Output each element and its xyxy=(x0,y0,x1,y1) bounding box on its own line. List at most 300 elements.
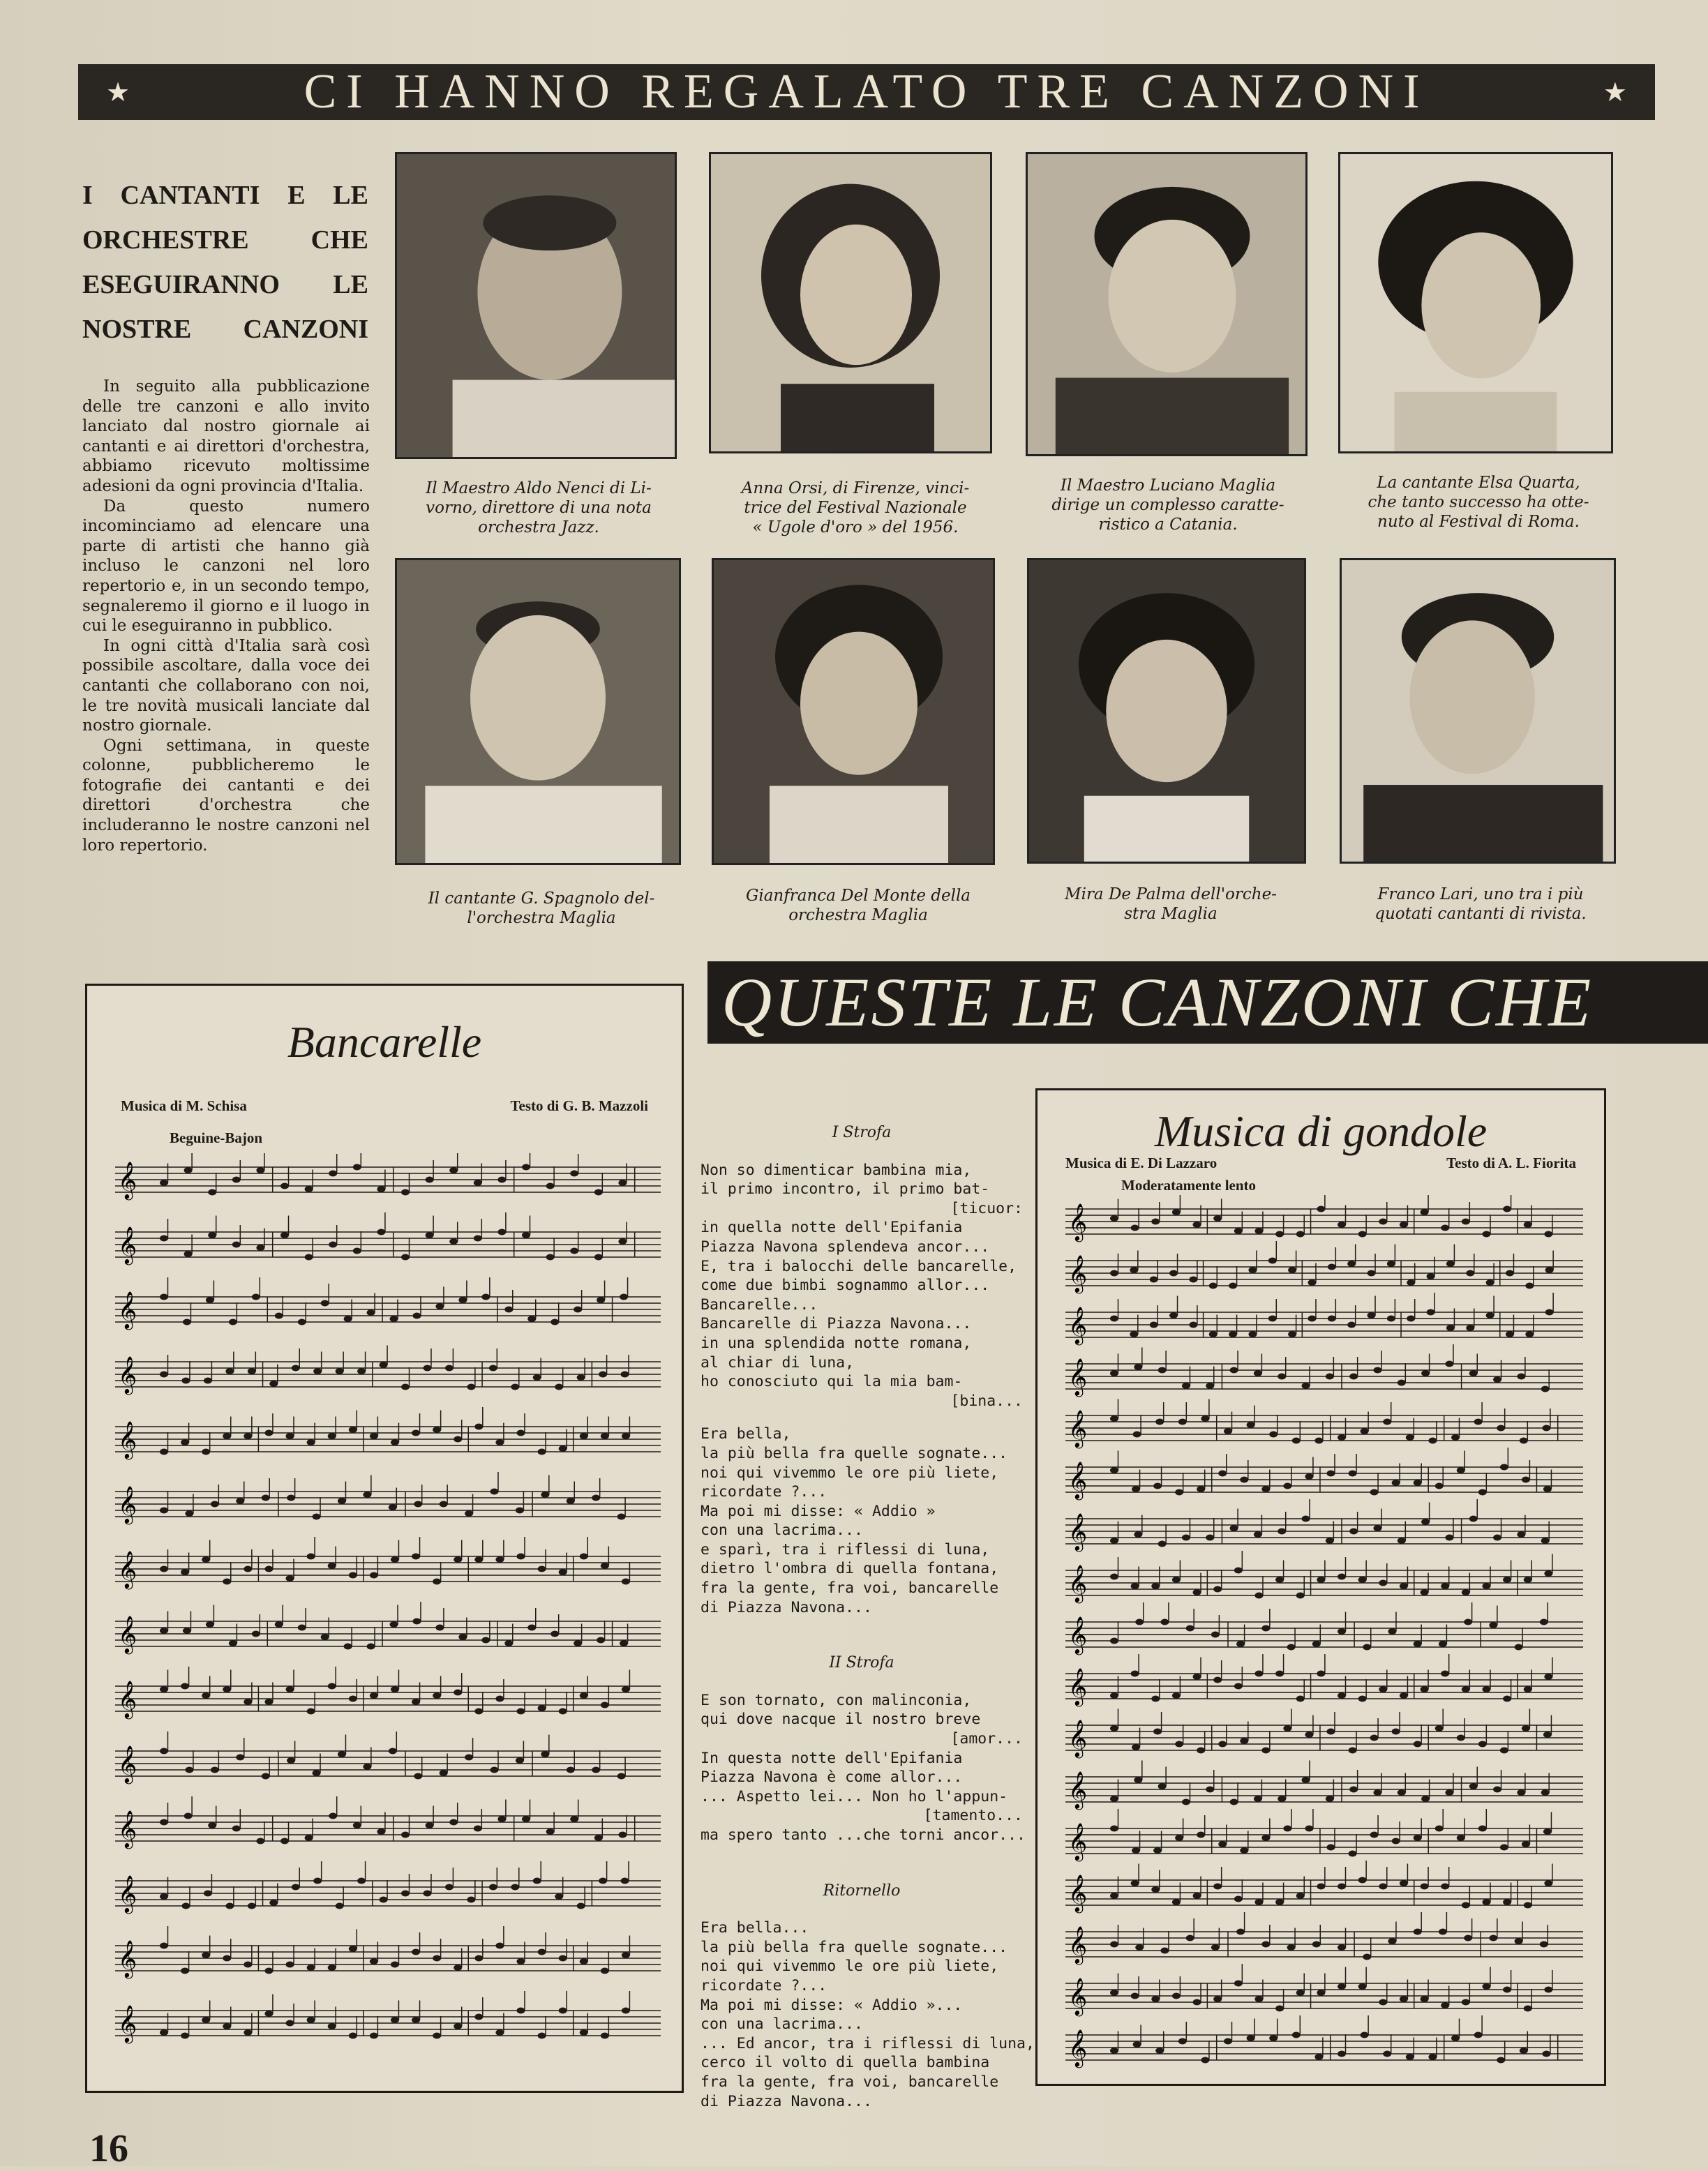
staff xyxy=(115,1991,661,2043)
note-head xyxy=(1172,1577,1181,1583)
note-head xyxy=(1201,1415,1209,1422)
note-head xyxy=(380,1897,388,1903)
note-head xyxy=(287,1757,295,1764)
note-head xyxy=(1347,1322,1356,1328)
note-head xyxy=(1400,1692,1408,1699)
note-head xyxy=(1240,1477,1248,1483)
note-head xyxy=(1520,1438,1528,1444)
note-head xyxy=(1414,1741,1422,1748)
note-head xyxy=(1361,2032,1369,2038)
note-head xyxy=(1131,1880,1139,1886)
note-head xyxy=(1248,1331,1257,1337)
note-head xyxy=(1474,2032,1483,2038)
note-head xyxy=(328,1433,336,1439)
treble-clef-icon: 𝄞 xyxy=(1068,1667,1088,1705)
note-head xyxy=(597,1637,605,1644)
note-head xyxy=(353,1164,361,1171)
note-head xyxy=(594,1189,603,1196)
note-head xyxy=(1478,1826,1487,1832)
note-head xyxy=(1213,1215,1222,1222)
note-head xyxy=(511,1384,519,1390)
note-head xyxy=(1296,1893,1305,1899)
note-head xyxy=(594,1835,603,1841)
note-head xyxy=(1517,1531,1525,1538)
intro-heading-line: NOSTRE CANZONI xyxy=(82,315,368,344)
note-head xyxy=(256,1245,264,1251)
note-head xyxy=(328,2023,336,2029)
note-head xyxy=(449,1819,458,1826)
lyrics-line: Bancarelle... xyxy=(701,1295,818,1314)
note-head xyxy=(211,1767,219,1773)
staff xyxy=(1065,1809,1583,1861)
lyrics-line: ricordate ?... xyxy=(701,1483,827,1501)
note-head xyxy=(1457,1735,1465,1741)
staff xyxy=(115,1277,661,1330)
top-banner xyxy=(78,64,1655,120)
note-head xyxy=(1261,1748,1270,1754)
intro-body xyxy=(82,377,370,855)
treble-clef-icon: 𝄞 xyxy=(1068,1461,1088,1498)
note-head xyxy=(1544,1570,1552,1577)
note-head xyxy=(1398,1789,1406,1796)
note-head xyxy=(1317,1577,1325,1583)
note-head xyxy=(1278,1796,1286,1802)
note-head xyxy=(1153,1483,1162,1489)
note-head xyxy=(1478,1741,1487,1748)
note-head xyxy=(1525,1331,1534,1337)
note-head xyxy=(1388,1628,1396,1635)
note-head xyxy=(389,1748,397,1755)
note-head xyxy=(223,1579,231,1585)
note-head xyxy=(1524,1222,1532,1228)
note-head xyxy=(1182,1383,1190,1389)
note-head xyxy=(328,1683,336,1690)
note-head xyxy=(1234,1981,1243,1987)
note-head xyxy=(1172,1993,1181,1999)
lyrics-line: fra la gente, fra voi, bancarelle xyxy=(701,1579,999,1598)
note-head xyxy=(1189,1277,1197,1283)
note-head xyxy=(1213,1996,1222,2002)
photo-mira-de-palma xyxy=(1027,558,1306,864)
note-head xyxy=(329,1171,337,1177)
note-head xyxy=(1240,1738,1248,1744)
note-head xyxy=(426,1177,434,1183)
note-head xyxy=(184,1813,193,1819)
note-head xyxy=(160,2029,168,2036)
note-head xyxy=(1240,1847,1248,1854)
score-title: Bancarelle xyxy=(287,1017,482,1067)
note-head xyxy=(497,1816,506,1822)
note-head xyxy=(1358,1696,1367,1702)
note-head xyxy=(349,1696,357,1702)
note-head xyxy=(433,1579,441,1585)
staff xyxy=(1065,1551,1583,1603)
note-head xyxy=(181,1903,190,1909)
note-head xyxy=(292,1884,300,1891)
note-head xyxy=(1414,1835,1422,1841)
note-head xyxy=(1446,1325,1455,1331)
note-head xyxy=(1544,1880,1552,1886)
note-head xyxy=(181,1378,190,1384)
note-head xyxy=(313,1878,322,1884)
note-head xyxy=(1209,1283,1218,1289)
note-head xyxy=(1520,2048,1528,2054)
caption-line: vorno, direttore di una nota xyxy=(426,499,652,517)
note-head xyxy=(1407,1316,1415,1322)
note-head xyxy=(1230,1799,1238,1805)
note-head xyxy=(391,1556,399,1563)
note-head xyxy=(1466,1325,1474,1331)
staff xyxy=(1065,1602,1583,1655)
note-head xyxy=(1254,1593,1263,1599)
note-head xyxy=(1349,1528,1358,1535)
note-head xyxy=(1482,1686,1490,1692)
staff xyxy=(115,1407,661,1459)
note-head xyxy=(414,1773,422,1780)
note-head xyxy=(474,1235,482,1242)
lyrics-section xyxy=(701,1881,1035,2112)
staff xyxy=(1065,1399,1583,1449)
note-head xyxy=(391,1962,399,1968)
note-head xyxy=(370,1572,378,1579)
note-head xyxy=(1421,1589,1429,1595)
note-head xyxy=(1278,1528,1286,1535)
note-head xyxy=(516,1430,525,1436)
note-head xyxy=(1206,1787,1214,1793)
note-head xyxy=(1474,1419,1483,1425)
note-head xyxy=(1379,1219,1387,1225)
note-head xyxy=(620,1640,628,1646)
note-head xyxy=(570,1816,578,1822)
note-head xyxy=(1186,1935,1194,1941)
note-head xyxy=(440,1501,448,1508)
note-head xyxy=(229,1319,237,1325)
star-icon: ★ xyxy=(106,77,130,107)
treble-clef-icon: 𝄞 xyxy=(118,1485,137,1523)
caption-line: orchestra Maglia xyxy=(788,906,928,924)
note-head xyxy=(570,1248,578,1254)
staff xyxy=(1065,1861,1583,1913)
note-head xyxy=(1135,1944,1144,1951)
treble-clef-icon: 𝄞 xyxy=(118,1810,137,1847)
note-head xyxy=(181,1968,189,1974)
lyrics-line: di Piazza Navona... xyxy=(701,2092,872,2110)
note-head xyxy=(580,1554,588,1560)
note-head xyxy=(1358,1231,1367,1238)
note-head xyxy=(504,1640,513,1646)
note-head xyxy=(1110,1826,1118,1832)
note-head xyxy=(363,1764,371,1770)
note-head xyxy=(1462,1219,1470,1225)
staff xyxy=(1065,2015,1583,2068)
note-head xyxy=(1338,1222,1346,1228)
note-head xyxy=(1406,2054,1414,2060)
note-head xyxy=(1269,2035,1278,2041)
note-head xyxy=(1524,1686,1532,1692)
note-head xyxy=(1158,1783,1167,1789)
note-head xyxy=(620,1294,628,1300)
lyrics-line: di Piazza Navona... xyxy=(701,1598,872,1616)
note-head xyxy=(1486,1312,1494,1319)
photo-franco-lari xyxy=(1340,558,1616,864)
note-head xyxy=(338,1498,346,1504)
note-head xyxy=(1296,1990,1305,1996)
note-head xyxy=(391,2017,399,2023)
note-head xyxy=(1229,1331,1237,1337)
note-head xyxy=(1542,1425,1550,1432)
note-head xyxy=(504,1307,513,1313)
note-head xyxy=(377,1828,385,1835)
note-head xyxy=(1338,1884,1346,1890)
note-head xyxy=(495,1439,504,1445)
note-head xyxy=(495,1696,504,1702)
note-head xyxy=(538,1566,546,1572)
note-head xyxy=(1524,2006,1532,2012)
note-head xyxy=(1500,1464,1508,1471)
note-head xyxy=(1151,1886,1160,1893)
note-head xyxy=(1218,1471,1227,1477)
photo-g-spagnolo xyxy=(395,558,681,865)
note-head xyxy=(1506,1331,1514,1337)
note-head xyxy=(541,1751,549,1757)
note-head xyxy=(1206,1535,1214,1541)
note-head xyxy=(1338,1983,1346,1990)
note-head xyxy=(1155,1419,1164,1425)
photo-caption xyxy=(395,889,688,928)
note-head xyxy=(1186,1625,1194,1632)
note-head xyxy=(1370,1489,1379,1496)
lyrics-line: Bancarelle di Piazza Navona... xyxy=(701,1315,972,1333)
note-head xyxy=(1421,1519,1430,1525)
note-head xyxy=(1160,1948,1169,1954)
note-head xyxy=(328,1563,336,1569)
note-head xyxy=(1414,1641,1422,1647)
note-head xyxy=(474,1708,483,1715)
note-head xyxy=(1497,1425,1505,1432)
note-head xyxy=(349,2033,357,2039)
music-staves xyxy=(87,1153,682,2074)
note-head xyxy=(1151,1696,1160,1702)
note-head xyxy=(617,1514,626,1520)
note-head xyxy=(622,1579,630,1585)
note-head xyxy=(1131,1671,1139,1677)
note-head xyxy=(1462,1686,1470,1692)
note-head xyxy=(390,1621,398,1628)
note-head xyxy=(1541,1386,1550,1392)
note-head xyxy=(546,1183,555,1189)
note-head xyxy=(1469,1516,1478,1522)
caption-line: nuto al Festival di Roma. xyxy=(1377,513,1580,531)
note-head xyxy=(160,1748,168,1755)
note-head xyxy=(1524,1902,1532,1909)
note-head xyxy=(1524,1577,1532,1583)
note-head xyxy=(1254,1370,1262,1376)
note-head xyxy=(412,1949,420,1955)
staff xyxy=(1065,1241,1583,1293)
note-head xyxy=(1349,1787,1358,1793)
note-head xyxy=(1247,1422,1255,1428)
note-head xyxy=(1314,2054,1323,2060)
treble-clef-icon: 𝄞 xyxy=(118,1420,137,1458)
treble-clef-icon: 𝄞 xyxy=(1068,1719,1088,1757)
note-head xyxy=(1206,1383,1214,1389)
note-head xyxy=(286,1433,294,1439)
treble-clef-icon: 𝄞 xyxy=(1068,1306,1088,1344)
note-head xyxy=(1441,2002,1449,2008)
note-head xyxy=(1234,1568,1243,1574)
lyrics-line: in una splendida notte romana, xyxy=(701,1334,972,1352)
treble-clef-icon: 𝄞 xyxy=(1068,2029,1088,2066)
note-head xyxy=(1278,1374,1286,1380)
note-head xyxy=(1414,1929,1422,1935)
note-head xyxy=(577,1374,585,1381)
tempo-marking: Moderatamente lento xyxy=(1121,1177,1257,1194)
note-head xyxy=(621,1878,629,1884)
note-head xyxy=(264,2011,273,2017)
note-head xyxy=(412,1313,421,1319)
lyrics-section-heading: I Strofa xyxy=(832,1124,892,1141)
staff xyxy=(115,1602,661,1654)
note-head xyxy=(286,2020,294,2027)
note-head xyxy=(601,1702,609,1708)
note-head xyxy=(622,1952,630,1958)
lyrics-line: Ma poi mi disse: « Addio »... xyxy=(701,1996,963,2014)
note-head xyxy=(550,1631,559,1637)
note-head xyxy=(313,1514,321,1520)
lyrics-line: noi qui vivemmo le ore più liete, xyxy=(701,1464,999,1482)
note-head xyxy=(160,1294,168,1300)
caption-line: quotati cantanti di rivista. xyxy=(1374,905,1587,923)
note-head xyxy=(1133,1432,1141,1438)
note-head xyxy=(1218,1841,1227,1847)
note-head xyxy=(160,1235,168,1242)
note-head xyxy=(1435,1725,1444,1731)
treble-clef-icon: 𝄞 xyxy=(1068,1771,1088,1808)
note-head xyxy=(1368,1270,1376,1277)
note-head xyxy=(538,1949,546,1955)
lyrics-line: fra la gente, fra voi, bancarelle xyxy=(701,2073,999,2091)
note-head xyxy=(555,1384,563,1390)
note-head xyxy=(344,1644,352,1650)
note-head xyxy=(370,1433,378,1439)
note-head xyxy=(208,1189,216,1196)
note-head xyxy=(367,1644,375,1650)
note-head xyxy=(574,1307,582,1313)
note-head xyxy=(426,1232,434,1238)
note-head xyxy=(1493,1535,1501,1541)
note-head xyxy=(1387,1261,1395,1267)
note-head xyxy=(389,1504,397,1510)
note-head xyxy=(1134,1531,1142,1538)
note-head xyxy=(390,1316,398,1322)
lyrics-line: Piazza Navona splendeva ancor... xyxy=(701,1238,990,1256)
note-head xyxy=(1305,1826,1313,1832)
lyrics-section xyxy=(701,1653,1026,1845)
note-head xyxy=(349,1427,357,1433)
note-head xyxy=(1503,1577,1511,1583)
intro-paragraph: Ogni settimana, in queste colonne, pubblicheremo le fotografie dei cantanti e dei direttori d'orchestra che includeranno le nostre canzoni nel loro repertorio. xyxy=(82,736,370,855)
note-head xyxy=(1545,1309,1554,1316)
note-head xyxy=(601,2033,609,2039)
note-head xyxy=(1169,1312,1178,1319)
note-head xyxy=(516,1554,525,1560)
note-head xyxy=(1373,1789,1381,1796)
tempo-marking: Beguine-Bajon xyxy=(170,1129,263,1146)
staff xyxy=(1065,1709,1583,1759)
note-head xyxy=(1439,1929,1447,1935)
note-head xyxy=(380,1362,388,1368)
caption-line: « Ugole d'oro » del 1956. xyxy=(752,518,959,536)
note-head xyxy=(474,2014,483,2020)
lyrics-line: Non so dimenticar bambina mia, xyxy=(701,1161,972,1179)
note-head xyxy=(1218,1741,1227,1748)
caption-line: Il Maestro Luciano Maglia xyxy=(1060,476,1276,495)
note-head xyxy=(1178,1419,1187,1425)
note-head xyxy=(1326,1471,1335,1477)
note-head xyxy=(1464,1935,1472,1941)
note-head xyxy=(1358,1877,1367,1884)
intro-heading-line: ESEGUIRANNO LE xyxy=(82,270,368,299)
note-head xyxy=(185,1767,193,1773)
note-head xyxy=(367,1309,375,1316)
lyrics-gap xyxy=(701,1411,1023,1425)
note-head xyxy=(580,1958,588,1965)
note-head xyxy=(1275,1671,1284,1677)
treble-clef-icon: 𝄞 xyxy=(118,2004,137,2042)
note-head xyxy=(423,1891,431,1897)
note-head xyxy=(202,1556,210,1563)
treble-clef-icon: 𝄞 xyxy=(118,1615,137,1653)
caption-line: orchestra Jazz. xyxy=(478,518,599,536)
note-head xyxy=(1317,1884,1325,1890)
note-head xyxy=(1482,1583,1490,1589)
photo-elsa-quarta xyxy=(1338,152,1613,453)
note-head xyxy=(1229,1283,1237,1289)
staff xyxy=(1065,1964,1583,2016)
note-head xyxy=(1445,1361,1453,1367)
note-head xyxy=(204,1891,212,1897)
lyrics-line: ho conosciuto qui la mia bam- xyxy=(701,1373,963,1391)
note-head xyxy=(307,1708,315,1715)
note-head xyxy=(1308,1316,1316,1322)
note-head xyxy=(527,1625,536,1631)
lyrics-line: in quella notte dell'Epifania xyxy=(701,1219,963,1237)
lyrics-line: qui dove nacque il nostro breve xyxy=(701,1711,981,1729)
note-head xyxy=(1236,1641,1245,1647)
staff xyxy=(115,1731,661,1784)
note-head xyxy=(160,1686,168,1692)
note-head xyxy=(1522,1477,1530,1483)
treble-clef-icon: 𝄞 xyxy=(1068,1616,1088,1653)
note-head xyxy=(1254,1899,1263,1905)
intro-paragraph: In ogni città d'Italia sarà così possibile ascoltare, dalla voce dei cantanti che collaborano con noi, le tre novità musicali lanciate dal nostro giornale. xyxy=(82,636,370,735)
note-head xyxy=(264,1699,273,1705)
note-head xyxy=(1292,1438,1301,1444)
caption-line: Anna Orsi, di Firenze, vinci- xyxy=(741,479,970,497)
note-head xyxy=(1500,1748,1508,1754)
note-head xyxy=(1130,1331,1138,1337)
note-head xyxy=(1489,1935,1497,1941)
note-head xyxy=(440,1770,448,1776)
note-head xyxy=(183,1628,191,1634)
note-head xyxy=(618,1180,627,1186)
note-head xyxy=(1234,1228,1243,1234)
note-head xyxy=(1428,2054,1437,2060)
note-head xyxy=(1197,1832,1205,1838)
note-head xyxy=(1383,2051,1391,2057)
note-head xyxy=(1197,1486,1205,1492)
note-head xyxy=(1347,1261,1356,1267)
